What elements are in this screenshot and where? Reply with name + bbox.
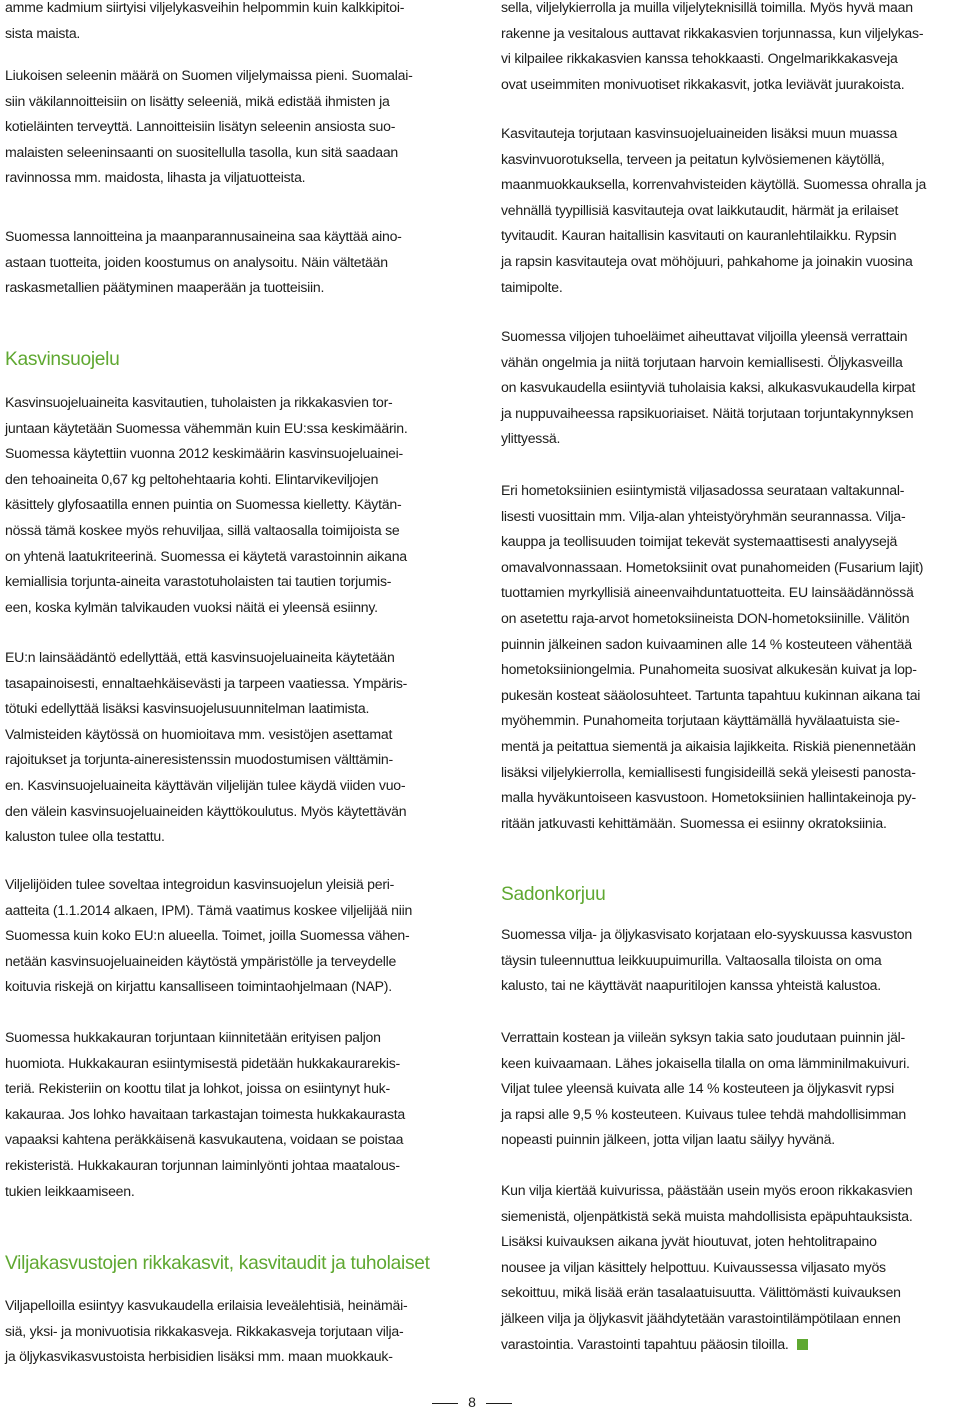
- paragraph-wild-oat: Suomessa hukkakauran torjuntaan kiinnitetään erityisen paljon huomiota. Hukkakauran esiintymisestä pidetään hukkakaurarekis- teriä. Rekisteriin on koottu tilat ja lohkot, joissa on esiintynyt huk- kakauraa. Jos lohko havaitaan tarkastajan toimesta hukkakaurasta vapaaksi kahtena peräkkäisenä kasvukautena, voidaan se poistaa rekisteristä. Hukkakauran torjunnan laiminlyönti johtaa maatalous- tukien leikkaamiseen.: [5, 1029, 406, 1199]
- heading-viljakasvustojen: Viljakasvustojen rikkakasvit, kasvitaudit ja tuholaiset: [5, 1253, 430, 1274]
- paragraph-fertilizer-analysis: Suomessa lannoitteina ja maanparannusaineina saa käyttää aino- astaan tuotteita, joiden koostumus on analysoitu. Näin vältetään raskasmetallien päätyminen maaperään ja tuotteisiin.: [5, 228, 402, 296]
- paragraph-harvest: Suomessa vilja- ja öljykasvisato korjataan elo-syyskuussa kasvuston täysin tuleennuttua leikkuupuimurilla. Valtaosalla tiloista on oma kalusto, tai ne käyttävät naapuritilojen kanssa yhteistä kalustoa.: [501, 926, 912, 994]
- paragraph-mycotoxins: Eri hometoksiinien esiintymistä viljasadossa seurataan valtakunnal- lisesti vuosittain mm. Vilja-alan yhteistyöryhmän seurannassa. Vilja- kauppa ja teollisuuden toimijat tekevät systemaattisesti analyysejä omavalvonnassaan. Hometoksiinit ovat punahomeiden (Fusarium lajit) tuottamien myrkyllisiä aineenvaihduntatuotteita. EU lainsäädännössä on asetettu raja-arvot hometoksiineista DON-hometoksiinille. Välitön puinnin jälkeinen sadon kuivaaminen alle 14 % kosteuteen vähentää hometoksiiniongelmia. Punahomeita suosivat alkukesän kuivat ja lop- pukesän kosteat sääolosuhteet. Tartunta tapahtuu kukinnan aikana tai myöhemmin. Punahomeita torjutaan käyttämällä hyvälaatuista sie- mentä ja peitattua siementä ja aikaisia lajikkeita. Riskiä pienennetään lisäksi viljelykierrolla, kemiallisesti fungisideillä sekä yleisesti panosta- malla hyväkuntoiseen kasvustoon. Hometoksiinien hallintakeinoja py- ritään jatkuvasti kehittämään. Suomessa ei esiinny okratoksiinia.: [501, 482, 924, 831]
- heading-sadonkorjuu: Sadonkorjuu: [501, 884, 606, 905]
- paragraph-weeds: Viljapelloilla esiintyy kasvukaudella erilaisia leveälehtisiä, heinämäi- siä, yksi- ja monivuotisia rikkakasveja. Rikkakasveja torjutaan vilja- ja öljykasvikasvustoista herbisidien lisäksi mm. maan muokkauk-: [5, 1297, 408, 1365]
- paragraph-ipm: Viljelijöiden tulee soveltaa integroidun kasvinsuojelun yleisiä peri- aatteita (1.1.2014 alkaen, IPM). Tämä vaatimus koskee viljelijää niin Suomessa kuin koko EU:n alueella. Toimet, joilla Suomessa vähen- netään kasvinsuojeluaineiden käytöstä ympäristölle ja terveydelle koituvia riskejä on kirjattu kansalliseen toimintaohjelmaan (NAP).: [5, 876, 413, 995]
- paragraph-dryer-benefits-text: Kun vilja kiertää kuivurissa, päästään usein myös eroon rikkakasvien siemenistä, oljenpätkistä sekä muista mahdollisista epäpuhtauksista. Lisäksi kuivauksen aikana jyvät hioutuvat, joten hehtolitrapaino nousee ja viljan käsittely helpottuu. Kuivaussessa viljasato myös sekoittuu, mikä lisää erän tasalaatuisuutta. Välittömästi kuivauksen jälkeen vilja ja öljykasvit jäähdytetään varastointilämpötilaan ennen varastointia. Varastointi tapahtuu pääosin tiloilla.: [501, 1182, 913, 1352]
- end-mark-square-icon: [797, 1339, 808, 1350]
- paragraph-selenium: Liukoisen seleenin määrä on Suomen viljelymaissa pieni. Suomalai- siin väkilannoitteisiin on lisätty seleeniä, mikä edistää ihmisten ja kotieläinten terveyttä. Lannoitteisiin lisätyn seleenin ansiosta suo- malaisten seleeninsaanti on suositellulla tasolla, kun sitä saadaan ravinnossa mm. maidosta, lihasta ja viljatuotteista.: [5, 67, 413, 186]
- footer-rule-left: [432, 1403, 458, 1404]
- paragraph-plant-diseases: Kasvitauteja torjutaan kasvinsuojeluaineiden lisäksi muun muassa kasvinvuorotuksella, terveen ja peitatun kylvösiemenen käytöllä, maanmuokkauksella, korrenvahvisteiden käytöllä. Suomessa ohralla ja vehnällä tyypillisiä kasvitauteja ovat laikkutaudit, härmät ja erilaiset tyvitaudit. Kauran haitallisin kasvitauti on kauranlehtilaikku. Rypsin ja rapsin kasvitauteja ovat möhöjuuri, pahkahome ja joinakin vuosina taimipolte.: [501, 125, 927, 295]
- heading-kasvinsuojelu: Kasvinsuojelu: [5, 349, 120, 370]
- paragraph-drying: Verrattain kostean ja viileän syksyn takia sato joudutaan puinnin jäl- keen kuivaamaan. Lähes jokaisella tilalla on oma lämminilmakuivuri. Viljat tulee yleensä kuivata alle 14 % kosteuteen ja öljykasvit rypsi ja rapsi alle 9,5 % kosteuteen. Kuivaus tulee tehdä mahdollisimman nopeasti puinnin jälkeen, jotta viljan laatu säilyy hyvänä.: [501, 1029, 910, 1148]
- footer-rule-right: [486, 1403, 512, 1404]
- page-number: 8: [468, 1394, 476, 1410]
- paragraph-pesticide-use: Kasvinsuojeluaineita kasvitautien, tuholaisten ja rikkakasvien tor- juntaan käytetään Suomessa vähemmän kuin EU:ssa keskimäärin. Suomessa käytettiin vuonna 2012 keskimäärin kasvinsuojeluainei- den tehoaineita 0,67 kg peltohehtaaria kohti. Elintarvikeviljojen käsittely glyfosaatilla ennen puintia on Suomessa kielletty. Käytän- nössä tämä koskee myös rehuviljaa, sillä valtaosalla toimijoista se on yhtenä laatukriteerinä. Suomessa ei käytetä varastoinnin aikana kemiallisia torjunta-aineita varastotuholaisten tai tautien torjumis- een, koska kylmän talvikauden vuoksi näitä ei yleensä esiinny.: [5, 394, 408, 615]
- paragraph-cadmium-end: amme kadmium siirtyisi viljelykasveihin helpommin kuin kalkkipitoi- sista maista.: [5, 0, 405, 41]
- paragraph-pests: Suomessa viljojen tuhoeläimet aiheuttavat viljoilla yleensä verrattain vähän ongelmia ja niitä torjutaan harvoin kemiallisesti. Öljykasveilla on kasvukaudella esiintyviä tuholaisia kaksi, alkukasvukaudella kirpat ja nuppuvaiheessa rapsikuoriaiset. Näitä torjutaan torjuntakynnyksen ylittyessä.: [501, 328, 916, 447]
- paragraph-dryer-benefits: [501, 1178, 959, 1357]
- paragraph-eu-legislation: EU:n lainsäädäntö edellyttää, että kasvinsuojeluaineita käytetään tasapainoisesti, ennaltaehkäisevästi ja tarpeen vaatiessa. Ympäris- tötuki edellyttää lisäksi kasvinsuojelusuunnitelman laatimista. Valmisteiden käytössä on huomioitava mm. vesistöjen asettamat rajoitukset ja torjunta-aineresistenssin muodostumisen välttämin- en. Kasvinsuojeluaineita käyttävän viljelijän tulee käydä viiden vuo- den välein kasvinsuojeluaineiden käyttökoulutus. Myös käytettävän kaluston tulee olla testattu.: [5, 649, 408, 845]
- paragraph-weed-control: sella, viljelykierrolla ja muilla viljelyteknisillä toimilla. Myös hyvä maan rakenne ja vesitalous auttavat rikkakasvien torjunnassa, kun viljelykas- vi kilpailee rikkakasvien kanssa tehokkaasti. Ongelmarikkakasveja ovat useimmiten monivuotiset rikkakasvit, jotka leviävät juurakoista.: [501, 0, 924, 92]
